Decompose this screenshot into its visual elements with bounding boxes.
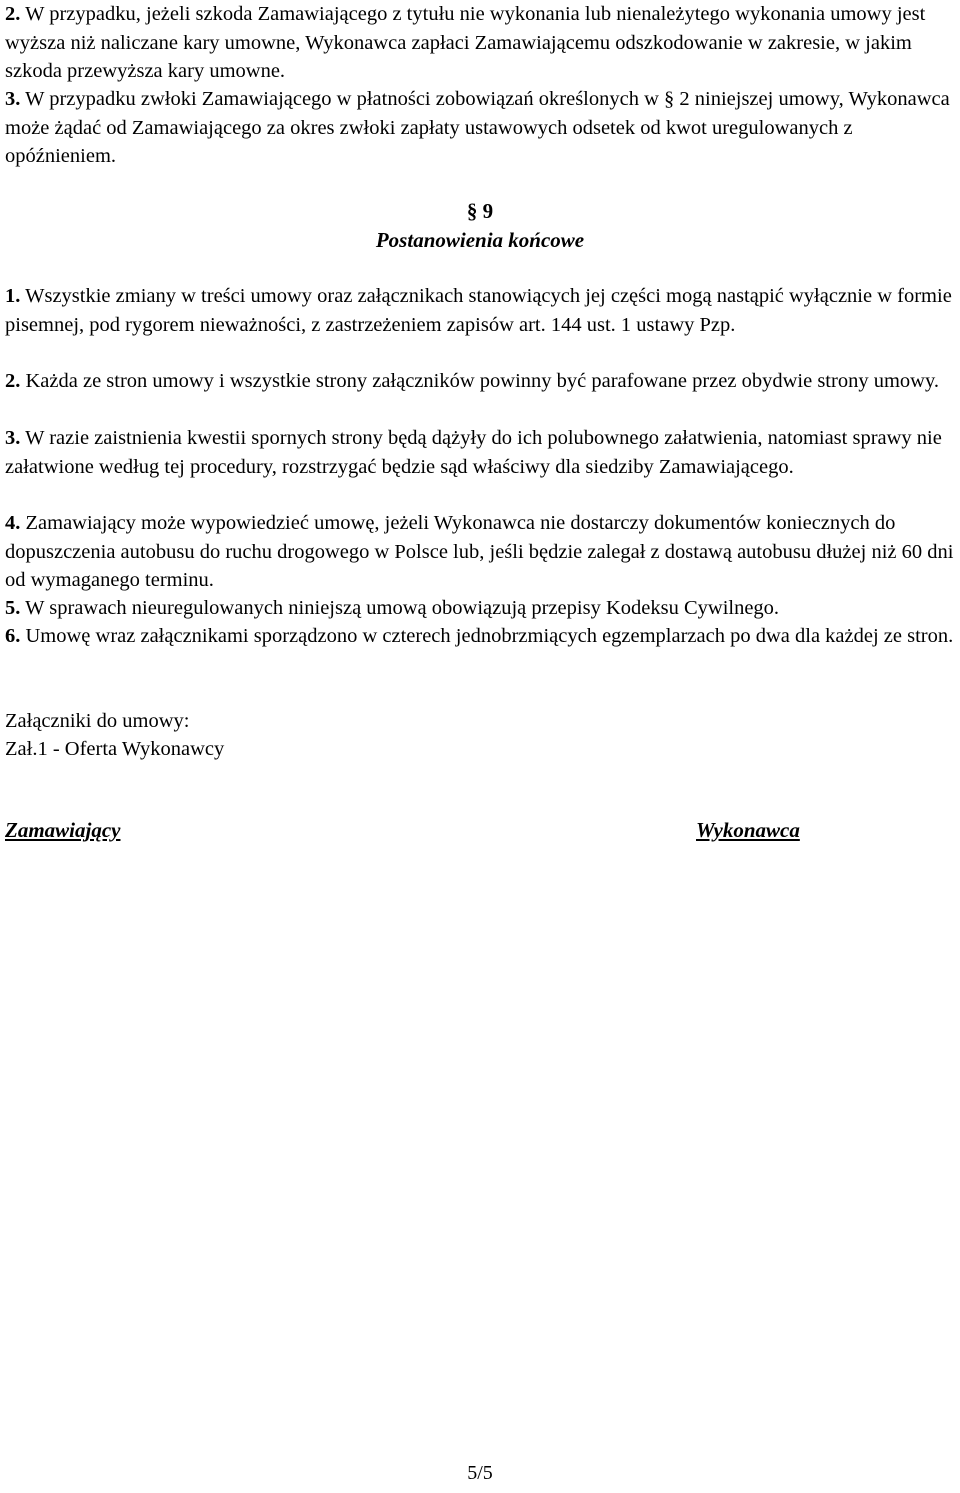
paragraph-number: 3.	[5, 88, 21, 110]
paragraph-text: W razie zaistnienia kwestii spornych strony będą dążyły do ich polubownego załatwienia, natomiast sprawy nie załatwione według tej procedury, rozstrzygać będzie sąd właściwy dla siedziby Zamawiającego.	[5, 427, 942, 478]
paragraph-number: 3.	[5, 427, 21, 449]
final-paragraph-1	[5, 282, 955, 339]
paragraph-3-interest	[5, 85, 955, 171]
section-heading	[0, 196, 960, 226]
attachment-item: Zał.1 - Oferta Wykonawcy	[5, 738, 225, 760]
paragraph-2-damages	[5, 0, 955, 86]
paragraph-text: W sprawach nieuregulowanych niniejszą umową obowiązują przepisy Kodeksu Cywilnego.	[20, 597, 780, 619]
signature-zamawiajacy: Zamawiający	[5, 818, 121, 842]
paragraph-text: Wszystkie zmiany w treści umowy oraz załącznikach stanowiących jej części mogą nastąpić wyłącznie w formie pisemnej, pod rygorem nieważności, z zastrzeżeniem zapisów art. 144 ust. 1 ustawy Pzp.	[5, 285, 952, 336]
paragraph-number: 6.	[5, 625, 21, 647]
paragraph-text: Umowę wraz załącznikami sporządzono w czterech jednobrzmiących egzemplarzach po dwa dla każdej ze stron.	[20, 625, 954, 647]
final-paragraph-6	[5, 622, 955, 651]
section-number: 9	[482, 199, 494, 223]
section-title: Postanowienia końcowe	[375, 228, 585, 252]
paragraph-number: 2.	[5, 370, 21, 392]
section-symbol: §	[466, 199, 478, 223]
paragraph-number: 5.	[5, 597, 21, 619]
paragraph-text: Każda ze stron umowy i wszystkie strony załączników powinny być parafowane przez obydwie strony umowy.	[20, 370, 940, 392]
paragraph-number: 2.	[5, 3, 21, 25]
paragraph-text: W przypadku zwłoki Zamawiającego w płatności zobowiązań określonych w § 2 niniejszej umowy, Wykonawca może żądać od Zamawiającego za okres zwłoki zapłaty ustawowych odsetek od kwot uregulowanych z opóźnieniem.	[5, 88, 950, 167]
paragraph-text: Zamawiający może wypowiedzieć umowę, jeżeli Wykonawca nie dostarczy dokumentów koniecznych do dopuszczenia autobusu do ruchu drogowego w Polsce lub, jeśli będzie zalegał z dostawą autobusu dłużej niż 60 dni od wymaganego terminu.	[5, 512, 954, 591]
page-number: 5/5	[467, 1462, 493, 1484]
paragraph-number: 1.	[5, 285, 21, 307]
final-paragraph-5	[5, 594, 955, 623]
paragraph-number: 4.	[5, 512, 21, 534]
attachments-heading: Załączniki do umowy:	[5, 710, 190, 732]
paragraph-text: W przypadku, jeżeli szkoda Zamawiającego z tytułu nie wykonania lub nienależytego wykonania umowy jest wyższa niż naliczane kary umowne, Wykonawca zapłaci Zamawiającemu odszkodowanie w zakresie, w jakim szkoda przewyższa kary umowne.	[5, 3, 926, 82]
final-paragraph-4	[5, 509, 955, 595]
signature-wykonawca: Wykonawca	[696, 818, 800, 842]
final-paragraph-2	[5, 367, 955, 396]
final-paragraph-3	[5, 424, 955, 481]
